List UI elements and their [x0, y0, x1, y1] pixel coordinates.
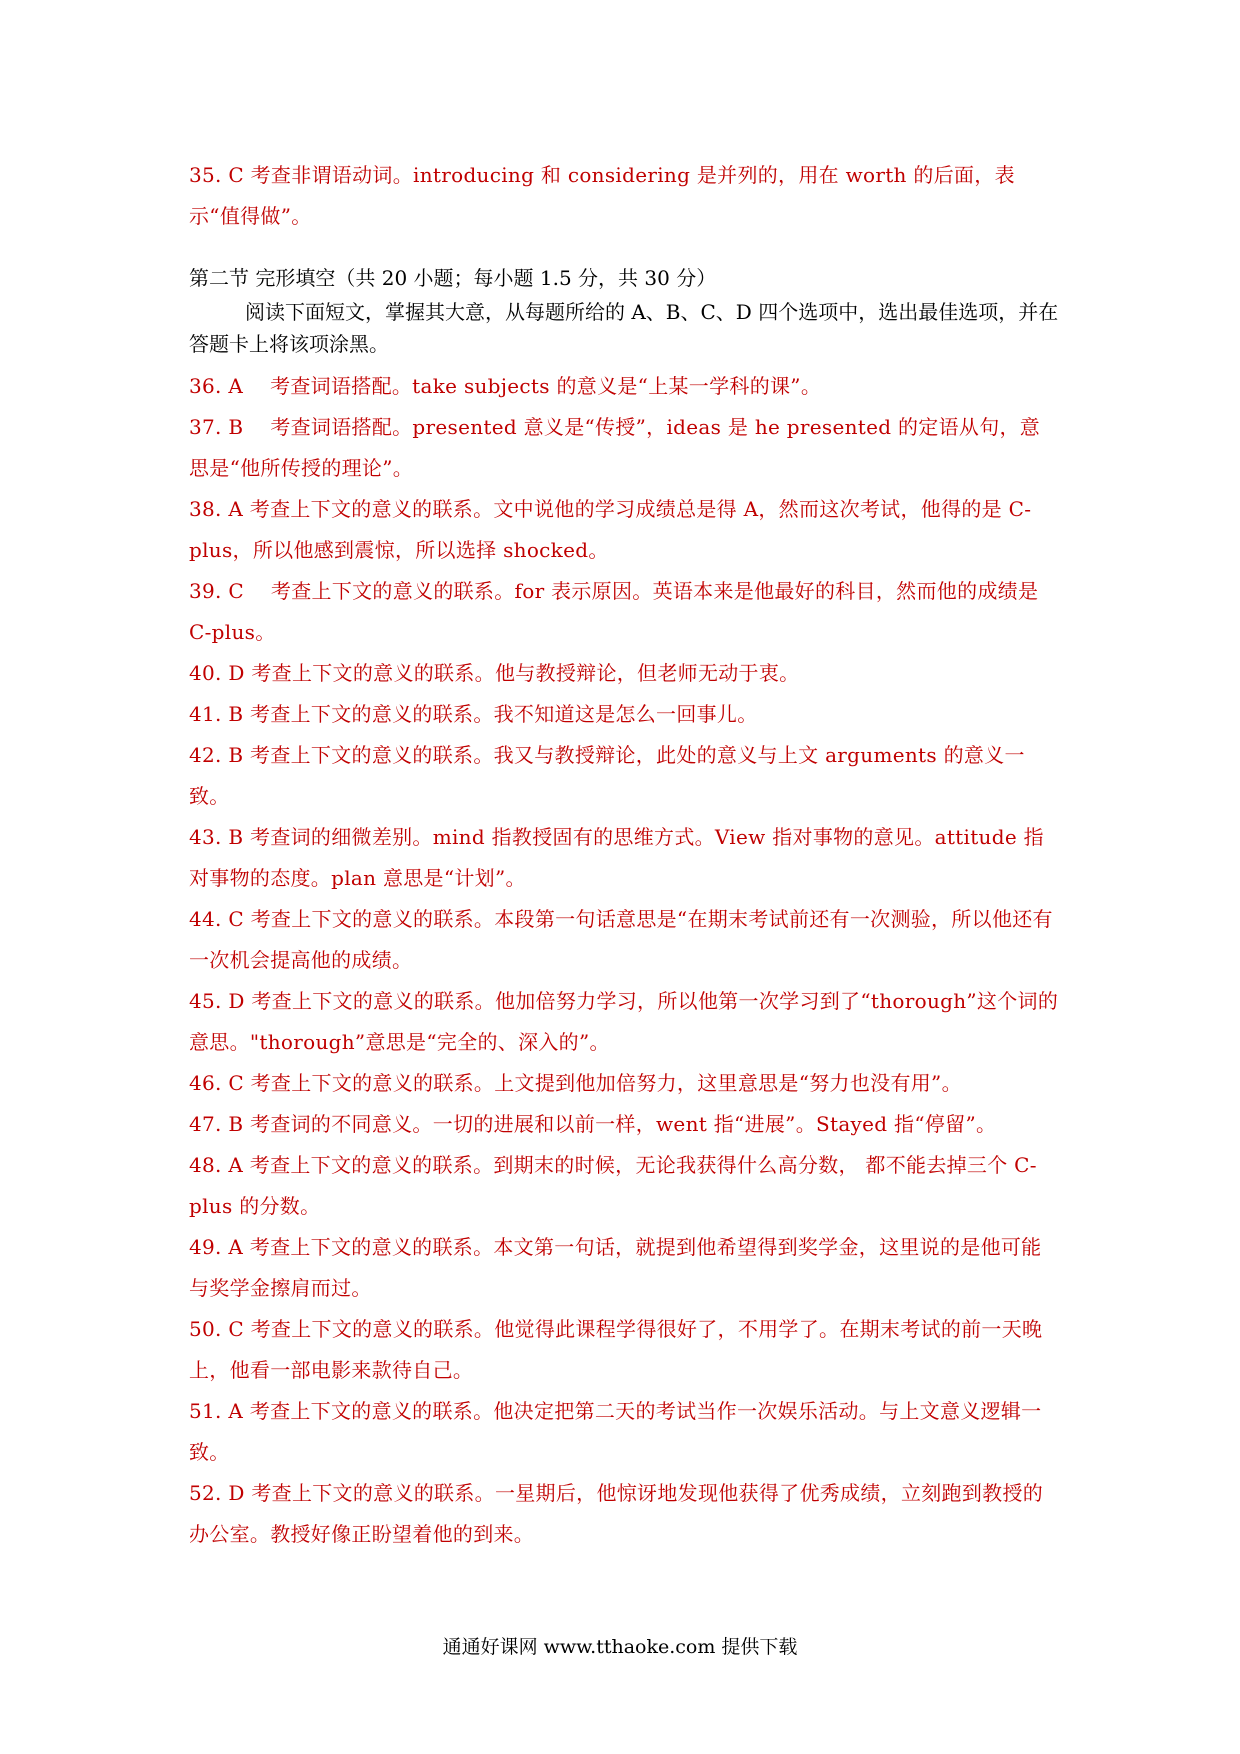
section-title: 第二节 完形填空（共 20 小题；每小题 1.5 分，共 30 分）	[189, 266, 717, 290]
answer-48: 48. A 考查上下文的意义的联系。到期末的时候，无论我获得什么高分数， 都不能去掉三个 C-plus 的分数。	[189, 1153, 1037, 1218]
answer-38: 38. A 考查上下文的意义的联系。文中说他的学习成绩总是得 A，然而这次考试，他得的是 C-plus，所以他感到震惊，所以选择 shocked。	[189, 497, 1032, 562]
section-instructions: 阅读下面短文，掌握其大意，从每题所给的 A、B、C、D 四个选项中，选出最佳选项，并在答题卡上将该项涂黑。	[189, 300, 1059, 356]
answer-46: 46. C 考查上下文的意义的联系。上文提到他加倍努力，这里意思是“努力也没有用”。	[189, 1071, 962, 1095]
answer-47: 47. B 考查词的不同意义。一切的进展和以前一样，went 指“进展”。Stayed 指“停留”。	[189, 1112, 997, 1136]
answer-39: 39. C 考查上下文的意义的联系。for 表示原因。英语本来是他最好的科目，然而他的成绩是 C-plus。	[189, 579, 1039, 644]
answer-45: 45. D 考查上下文的意义的联系。他加倍努力学习，所以他第一次学习到了“thorough”这个词的意思。"thorough”意思是“完全的、深入的”。	[189, 989, 1059, 1054]
answer-43: 43. B 考查词的细微差别。mind 指教授固有的思维方式。View 指对事物的意见。attitude 指对事物的态度。plan 意思是“计划”。	[189, 825, 1044, 890]
answer-44: 44. C 考查上下文的意义的联系。本段第一句话意思是“在期末考试前还有一次测验，所以他还有一次机会提高他的成绩。	[189, 907, 1053, 972]
answer-51: 51. A 考查上下文的意义的联系。他决定把第二天的考试当作一次娱乐活动。与上文意义逻辑一致。	[189, 1399, 1042, 1464]
answer-40: 40. D 考查上下文的意义的联系。他与教授辩论，但老师无动于衷。	[189, 661, 800, 685]
answer-41: 41. B 考查上下文的意义的联系。我不知道这是怎么一回事儿。	[189, 702, 758, 726]
answer-36: 36. A 考查词语搭配。take subjects 的意义是“上某一学科的课”。	[189, 374, 822, 398]
answer-35: 35. C 考查非谓语动词。introducing 和 considering 是并列的，用在 worth 的后面，表示“值得做”。	[189, 163, 1015, 228]
footer-credit: 通通好课网 www.tthaoke.com 提供下载	[442, 1636, 798, 1658]
answer-49: 49. A 考查上下文的意义的联系。本文第一句话，就提到他希望得到奖学金，这里说的是他可能与奖学金擦肩而过。	[189, 1235, 1042, 1300]
answer-42: 42. B 考查上下文的意义的联系。我又与教授辩论，此处的意义与上文 arguments 的意义一致。	[189, 743, 1025, 808]
answer-37: 37. B 考查词语搭配。presented 意义是“传授”，ideas 是 he presented 的定语从句，意思是“他所传授的理论”。	[189, 415, 1041, 480]
answer-50: 50. C 考查上下文的意义的联系。他觉得此课程学得很好了，不用学了。在期末考试的前一天晚上，他看一部电影来款待自己。	[189, 1317, 1043, 1382]
answer-52: 52. D 考查上下文的意义的联系。一星期后，他惊讶地发现他获得了优秀成绩，立刻跑到教授的办公室。教授好像正盼望着他的到来。	[189, 1481, 1044, 1546]
